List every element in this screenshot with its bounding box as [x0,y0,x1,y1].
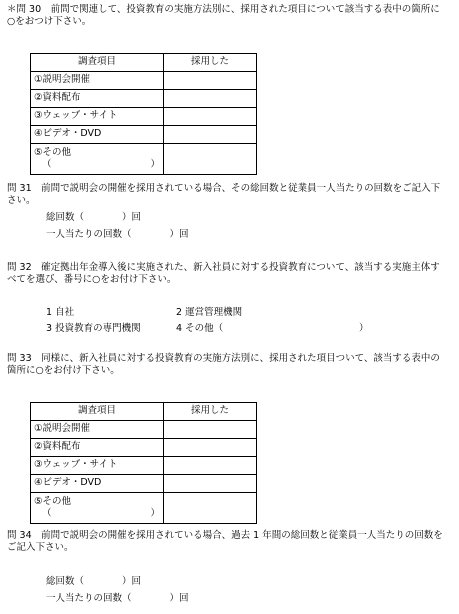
adopted-cell[interactable] [164,72,257,90]
row-label: ④ビデオ・DVD [31,126,164,144]
col-header-adopted: 採用した [164,403,257,421]
adopted-cell[interactable] [164,108,257,126]
col-header-item: 調査項目 [31,54,164,72]
per-person-count-field[interactable]: 一人当たりの回数（ ）回 [46,593,189,604]
q34-text: 問 34 前問で説明会の開催を採用されている場合、過去 1 年間の総回数と従業員一人当たりの回数をご記入下さい。 [7,530,443,554]
q32-text: 問 32 確定拠出年金導入後に実施された、新入社員に対する投資教育について、該当する実施主体すべてを選び、番号に○をお付け下さい。 [7,262,440,286]
adopted-cell[interactable] [164,126,257,144]
adopted-cell[interactable] [164,144,257,175]
table-row [31,144,257,175]
q33-table [30,402,257,524]
total-count-field[interactable]: 総回数（ ）回 [46,576,142,587]
adopted-cell[interactable] [164,493,257,524]
table-row [31,439,257,457]
col-header-item: 調査項目 [31,403,164,421]
other-input[interactable]: （ ） [42,159,160,170]
adopted-cell[interactable] [164,421,257,439]
adopted-cell[interactable] [164,475,257,493]
option-4[interactable]: 4 その他（ [176,323,224,334]
table-row [31,126,257,144]
table-row [31,493,257,524]
adopted-cell[interactable] [164,457,257,475]
q31-text: 問 31 前問で説明会の開催を採用されている場合、その総回数と従業員一人当たりの回数をご記入下さい。 [7,183,441,207]
row-label: ①説明会開催 [31,421,164,439]
table-row [31,475,257,493]
q30-table [30,53,257,175]
adopted-cell[interactable] [164,90,257,108]
q33-text: 問 33 同様に、新入社員に対する投資教育の実施方法別に、採用された項目ついて、該当する表中の箇所に○をお付け下さい。 [7,353,440,377]
table-row [31,72,257,90]
row-label: ③ウェッブ・サイト [31,108,164,126]
option-4-close: ） [359,323,369,334]
row-label: ⑤その他 [34,495,72,507]
other-input[interactable]: （ ） [42,508,160,519]
option-3[interactable]: 3 投資教育の専門機関 [46,323,141,334]
table-row [31,108,257,126]
per-person-count-field[interactable]: 一人当たりの回数（ ）回 [46,229,189,240]
adopted-cell[interactable] [164,439,257,457]
total-count-field[interactable]: 総回数（ ）回 [46,212,142,223]
row-label: ②資料配布 [31,439,164,457]
row-label: ③ウェッブ・サイト [31,457,164,475]
col-header-adopted: 採用した [164,54,257,72]
q30-text: ＊問 30 前問で関連して、投資教育の実施方法別に、採用された項目について該当する表中の箇所に○をおつけ下さい。 [7,4,440,28]
option-2[interactable]: 2 運営管理機関 [176,307,243,318]
row-label: ①説明会開催 [31,72,164,90]
table-row [31,90,257,108]
row-label: ⑤その他 [34,146,72,158]
table-row [31,457,257,475]
table-row [31,421,257,439]
row-label: ④ビデオ・DVD [31,475,164,493]
row-label: ②資料配布 [31,90,164,108]
option-1[interactable]: 1 自社 [46,307,75,318]
